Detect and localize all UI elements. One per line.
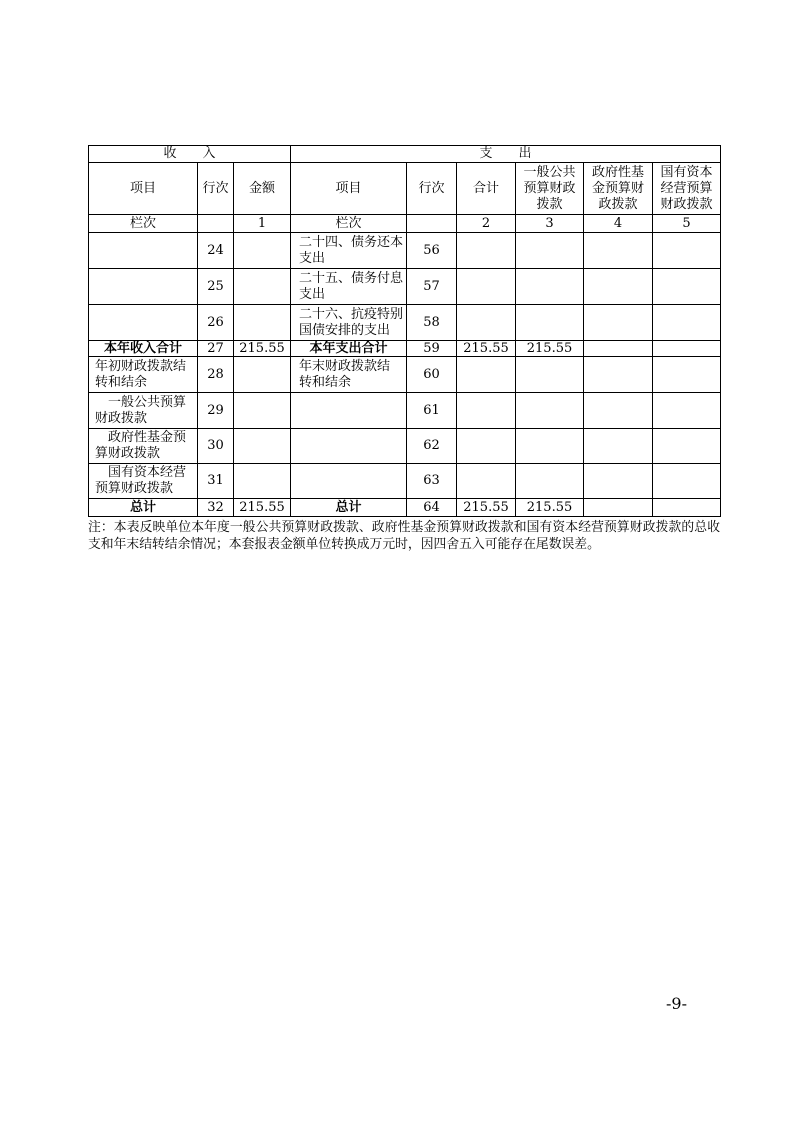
grand-total-row: [89, 499, 721, 517]
government-fund-cell: [584, 393, 653, 429]
table-footnote: [88, 519, 720, 553]
government-fund-cell: [584, 341, 653, 357]
government-fund-cell: [584, 429, 653, 464]
footnote-line: 注：本表反映单位本年度一般公共预算财政拨款、政府性基金预算财政拨款和国有资本经营预算财政拨款的总收: [88, 520, 720, 535]
government-fund-cell: [584, 305, 653, 341]
expenditure-line-cell: [407, 215, 457, 233]
table-row: [89, 357, 721, 393]
government-fund-cell: [584, 499, 653, 517]
income-amount-cell: [234, 357, 291, 393]
state-capital-cell: [653, 464, 721, 499]
footnote-line: 支和年末结转结余情况；本套报表金额单位转换成万元时，因四舍五入可能存在尾数误差。: [88, 537, 600, 552]
expenditure-item-cell: 本年支出合计: [291, 341, 407, 357]
general-budget-cell: [516, 393, 584, 429]
expenditure-line-cell: 60: [407, 357, 457, 393]
item-line: 国债安排的支出: [299, 322, 391, 338]
general-budget-number: 3: [516, 215, 584, 233]
income-amount-cell: 215.55: [234, 341, 291, 357]
state-capital-cell: [653, 357, 721, 393]
general-budget-cell: [516, 233, 584, 269]
expenditure-item-cell: [291, 464, 407, 499]
expenditure-line-cell: 59: [407, 341, 457, 357]
table-row: [89, 429, 721, 464]
income-line-cell: 28: [198, 357, 234, 393]
income-line-header: 行次: [198, 163, 234, 215]
government-fund-number: 4: [584, 215, 653, 233]
header-line: 一般公共: [523, 164, 576, 180]
income-amount-cell: [234, 233, 291, 269]
income-item-cell: [89, 269, 198, 305]
income-item-cell: [89, 393, 198, 429]
expenditure-item-header: 项目: [291, 163, 407, 215]
group-header-row: [89, 146, 721, 163]
item-line: 年末财政拨款结: [299, 358, 391, 374]
state-capital-number: 5: [653, 215, 721, 233]
header-line: 政府性基: [591, 164, 644, 180]
income-amount-cell: [234, 464, 291, 499]
state-capital-header: [653, 163, 721, 215]
expenditure-group-header: 支 出: [291, 146, 721, 163]
income-amount-cell: [234, 305, 291, 341]
income-amount-cell: [234, 393, 291, 429]
expenditure-line-header: 行次: [407, 163, 457, 215]
income-group-header: 收 入: [89, 146, 291, 163]
header-line: 拨款: [536, 196, 563, 212]
income-item-cell: [89, 357, 198, 393]
government-fund-header: [584, 163, 653, 215]
expenditure-total-cell: [457, 393, 516, 429]
header-line: 经营预算: [660, 180, 713, 196]
table-row: [89, 393, 721, 429]
table-row: [89, 464, 721, 499]
item-line: 二十四、债务还本: [299, 234, 404, 250]
item-line: 转和结余: [95, 374, 148, 390]
income-amount-cell: 215.55: [234, 499, 291, 517]
expenditure-item-cell: [291, 357, 407, 393]
header-line: 财政拨款: [660, 196, 713, 212]
expenditure-line-cell: 58: [407, 305, 457, 341]
state-capital-cell: [653, 341, 721, 357]
expenditure-item-cell: [291, 269, 407, 305]
item-line: 支出: [299, 250, 326, 266]
government-fund-cell: [584, 464, 653, 499]
page-number: -9-: [666, 994, 687, 1013]
general-budget-cell: [516, 357, 584, 393]
item-line: 二十六、抗疫特别: [299, 306, 404, 322]
item-line: 财政拨款: [95, 410, 148, 426]
expenditure-total-header: 合计: [457, 163, 516, 215]
government-fund-cell: [584, 357, 653, 393]
expenditure-item-cell: 总计: [291, 499, 407, 517]
income-column-label: 栏次: [89, 215, 198, 233]
expenditure-item-cell: [291, 429, 407, 464]
income-item-cell: 总计: [89, 499, 198, 517]
government-fund-cell: [584, 269, 653, 305]
expenditure-line-cell: 62: [407, 429, 457, 464]
item-line: 算财政拨款: [95, 446, 161, 461]
expenditure-total-cell: [457, 464, 516, 499]
income-item-cell: 本年收入合计: [89, 341, 198, 357]
income-line-cell: 26: [198, 305, 234, 341]
header-line: 国有资本: [660, 164, 713, 180]
income-line-cell: 27: [198, 341, 234, 357]
column-number-row: [89, 215, 721, 233]
column-header-row: [89, 163, 721, 215]
state-capital-cell: [653, 393, 721, 429]
item-line: 支出: [299, 286, 326, 302]
item-line: 二十五、债务付息: [299, 270, 404, 286]
item-line: 年初财政拨款结: [95, 358, 187, 374]
item-line: 政府性基金预: [108, 430, 187, 445]
general-budget-cell: [516, 305, 584, 341]
header-line: 金预算财: [591, 180, 644, 196]
item-line: 国有资本经营: [108, 465, 187, 480]
expenditure-line-cell: 57: [407, 269, 457, 305]
expenditure-line-cell: 63: [407, 464, 457, 499]
state-capital-cell: [653, 269, 721, 305]
state-capital-cell: [653, 233, 721, 269]
table-row: [89, 269, 721, 305]
header-line: 政拨款: [598, 196, 638, 212]
expenditure-line-cell: 56: [407, 233, 457, 269]
expenditure-total-cell: 215.55: [457, 499, 516, 517]
item-line: 转和结余: [299, 374, 352, 390]
expenditure-item-cell: [291, 233, 407, 269]
government-fund-cell: [584, 233, 653, 269]
general-budget-cell: 215.55: [516, 341, 584, 357]
income-line-cell: 30: [198, 429, 234, 464]
item-line: 预算财政拨款: [95, 481, 174, 496]
income-amount-number: 1: [234, 215, 291, 233]
income-line-cell: 31: [198, 464, 234, 499]
expenditure-total-cell: [457, 269, 516, 305]
state-capital-cell: [653, 499, 721, 517]
state-capital-cell: [653, 305, 721, 341]
general-budget-cell: 215.55: [516, 499, 584, 517]
general-budget-cell: [516, 464, 584, 499]
income-item-header: 项目: [89, 163, 198, 215]
income-item-cell: [89, 464, 198, 499]
expenditure-item-cell: [291, 305, 407, 341]
expenditure-line-cell: 61: [407, 393, 457, 429]
general-budget-cell: [516, 429, 584, 464]
state-capital-cell: [653, 429, 721, 464]
income-amount-header: 金额: [234, 163, 291, 215]
item-line: 一般公共预算: [108, 394, 187, 410]
income-line-cell: [198, 215, 234, 233]
income-item-cell: [89, 305, 198, 341]
expenditure-total-cell: [457, 305, 516, 341]
expenditure-total-cell: 215.55: [457, 341, 516, 357]
annual-total-row: [89, 341, 721, 357]
expenditure-item-cell: [291, 393, 407, 429]
table-row: [89, 233, 721, 269]
income-line-cell: 24: [198, 233, 234, 269]
income-line-cell: 25: [198, 269, 234, 305]
expenditure-total-cell: [457, 357, 516, 393]
general-budget-cell: [516, 269, 584, 305]
fiscal-appropriation-table: [88, 145, 721, 517]
income-amount-cell: [234, 429, 291, 464]
income-item-cell: [89, 233, 198, 269]
expenditure-column-label: 栏次: [291, 215, 407, 233]
income-line-cell: 29: [198, 393, 234, 429]
income-amount-cell: [234, 269, 291, 305]
expenditure-total-cell: [457, 233, 516, 269]
expenditure-total-number: 2: [457, 215, 516, 233]
expenditure-line-cell: 64: [407, 499, 457, 517]
expenditure-total-cell: [457, 429, 516, 464]
table-row: [89, 305, 721, 341]
income-item-cell: [89, 429, 198, 464]
general-budget-header: [516, 163, 584, 215]
header-line: 预算财政: [523, 180, 576, 196]
income-line-cell: 32: [198, 499, 234, 517]
